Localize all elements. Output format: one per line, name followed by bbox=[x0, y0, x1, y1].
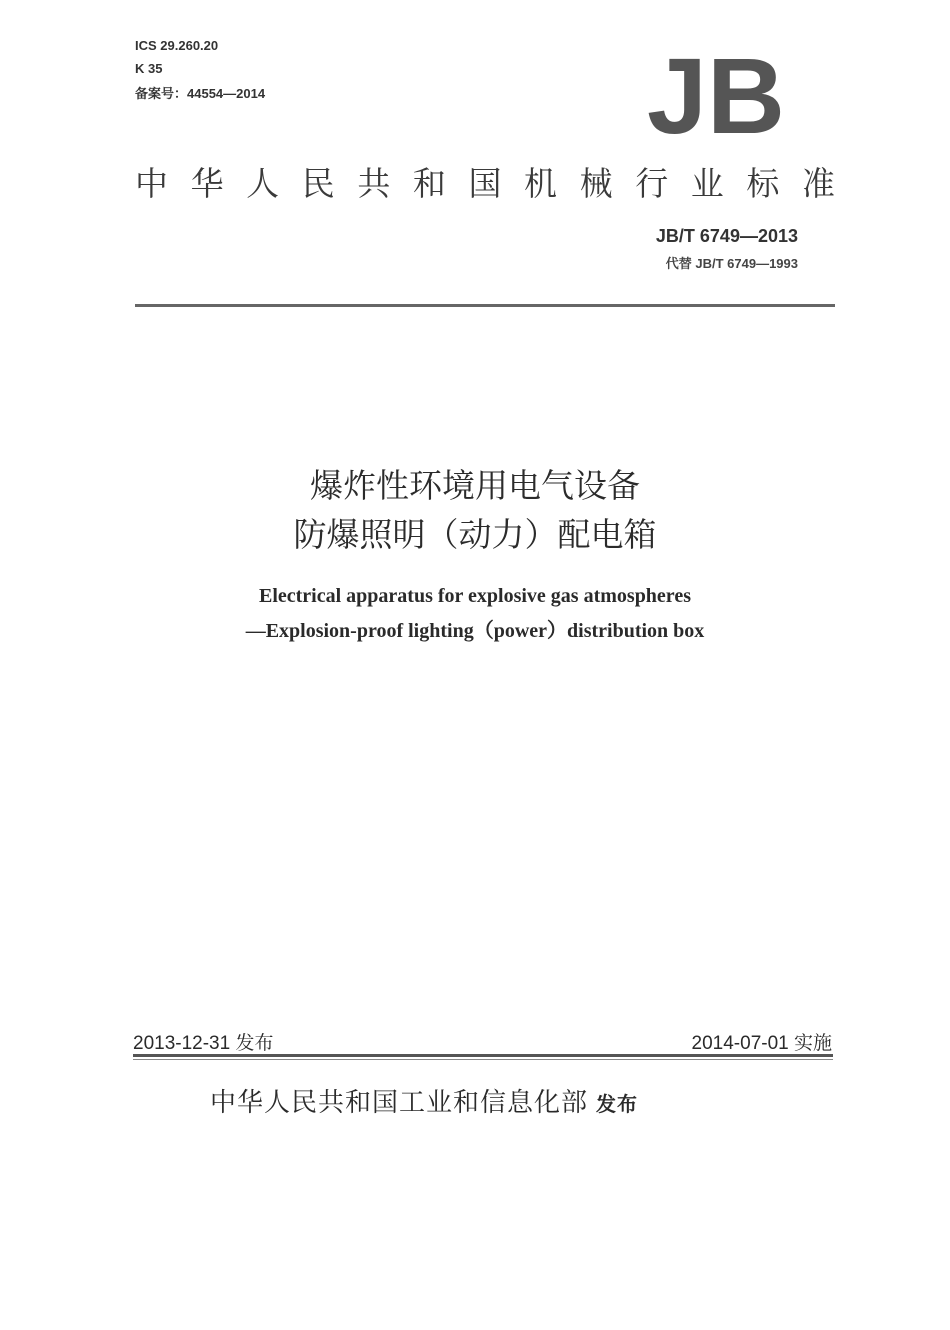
footer-divider-thin bbox=[133, 1059, 833, 1060]
ministry-title-char: 民 bbox=[301, 164, 335, 203]
ics-code: ICS 29.260.20 bbox=[135, 38, 219, 53]
ministry-title-char: 业 bbox=[690, 164, 724, 203]
ministry-title-char: 械 bbox=[579, 164, 613, 203]
replaces-standard: 代替 JB/T 6749—1993 bbox=[665, 256, 798, 271]
classification-code: K 35 bbox=[135, 61, 163, 76]
title-cn-line2: 防爆照明（动力）配电箱 bbox=[293, 515, 657, 554]
header-divider bbox=[135, 304, 835, 307]
ministry-title-char: 人 bbox=[246, 164, 280, 203]
issue-date: 2013-12-31 发布 bbox=[133, 1033, 274, 1054]
implementation-date: 2014-07-01 实施 bbox=[691, 1033, 832, 1054]
ministry-standard-title bbox=[135, 158, 835, 205]
record-number: 备案号：44554—2014 bbox=[135, 86, 266, 101]
footer-divider-thick bbox=[133, 1054, 833, 1057]
publisher-name: 中华人民共和国工业和信息化部 bbox=[210, 1088, 589, 1118]
ministry-title-char: 准 bbox=[801, 164, 835, 203]
ministry-title-char: 华 bbox=[190, 164, 224, 203]
jb-logo-text: JB bbox=[646, 47, 786, 137]
publisher bbox=[210, 1082, 638, 1119]
ministry-title-char: 标 bbox=[746, 164, 780, 203]
ministry-title-char: 机 bbox=[524, 164, 558, 203]
publisher-suffix: 发布 bbox=[596, 1092, 639, 1116]
ministry-title-char: 中 bbox=[135, 164, 168, 203]
ministry-title-char: 国 bbox=[468, 164, 502, 203]
jb-logo bbox=[636, 47, 796, 137]
ministry-title-char: 行 bbox=[635, 164, 669, 203]
title-en-line1: Electrical apparatus for explosive gas atmospheres bbox=[258, 585, 691, 607]
title-cn-line1: 爆炸性环境用电气设备 bbox=[310, 466, 640, 505]
title-en-line2: —Explosion-proof lighting（power）distribution box bbox=[245, 620, 705, 642]
ministry-title-char: 共 bbox=[357, 164, 391, 203]
standard-number: JB/T 6749—2013 bbox=[655, 226, 798, 246]
ministry-title-char: 和 bbox=[412, 164, 446, 203]
